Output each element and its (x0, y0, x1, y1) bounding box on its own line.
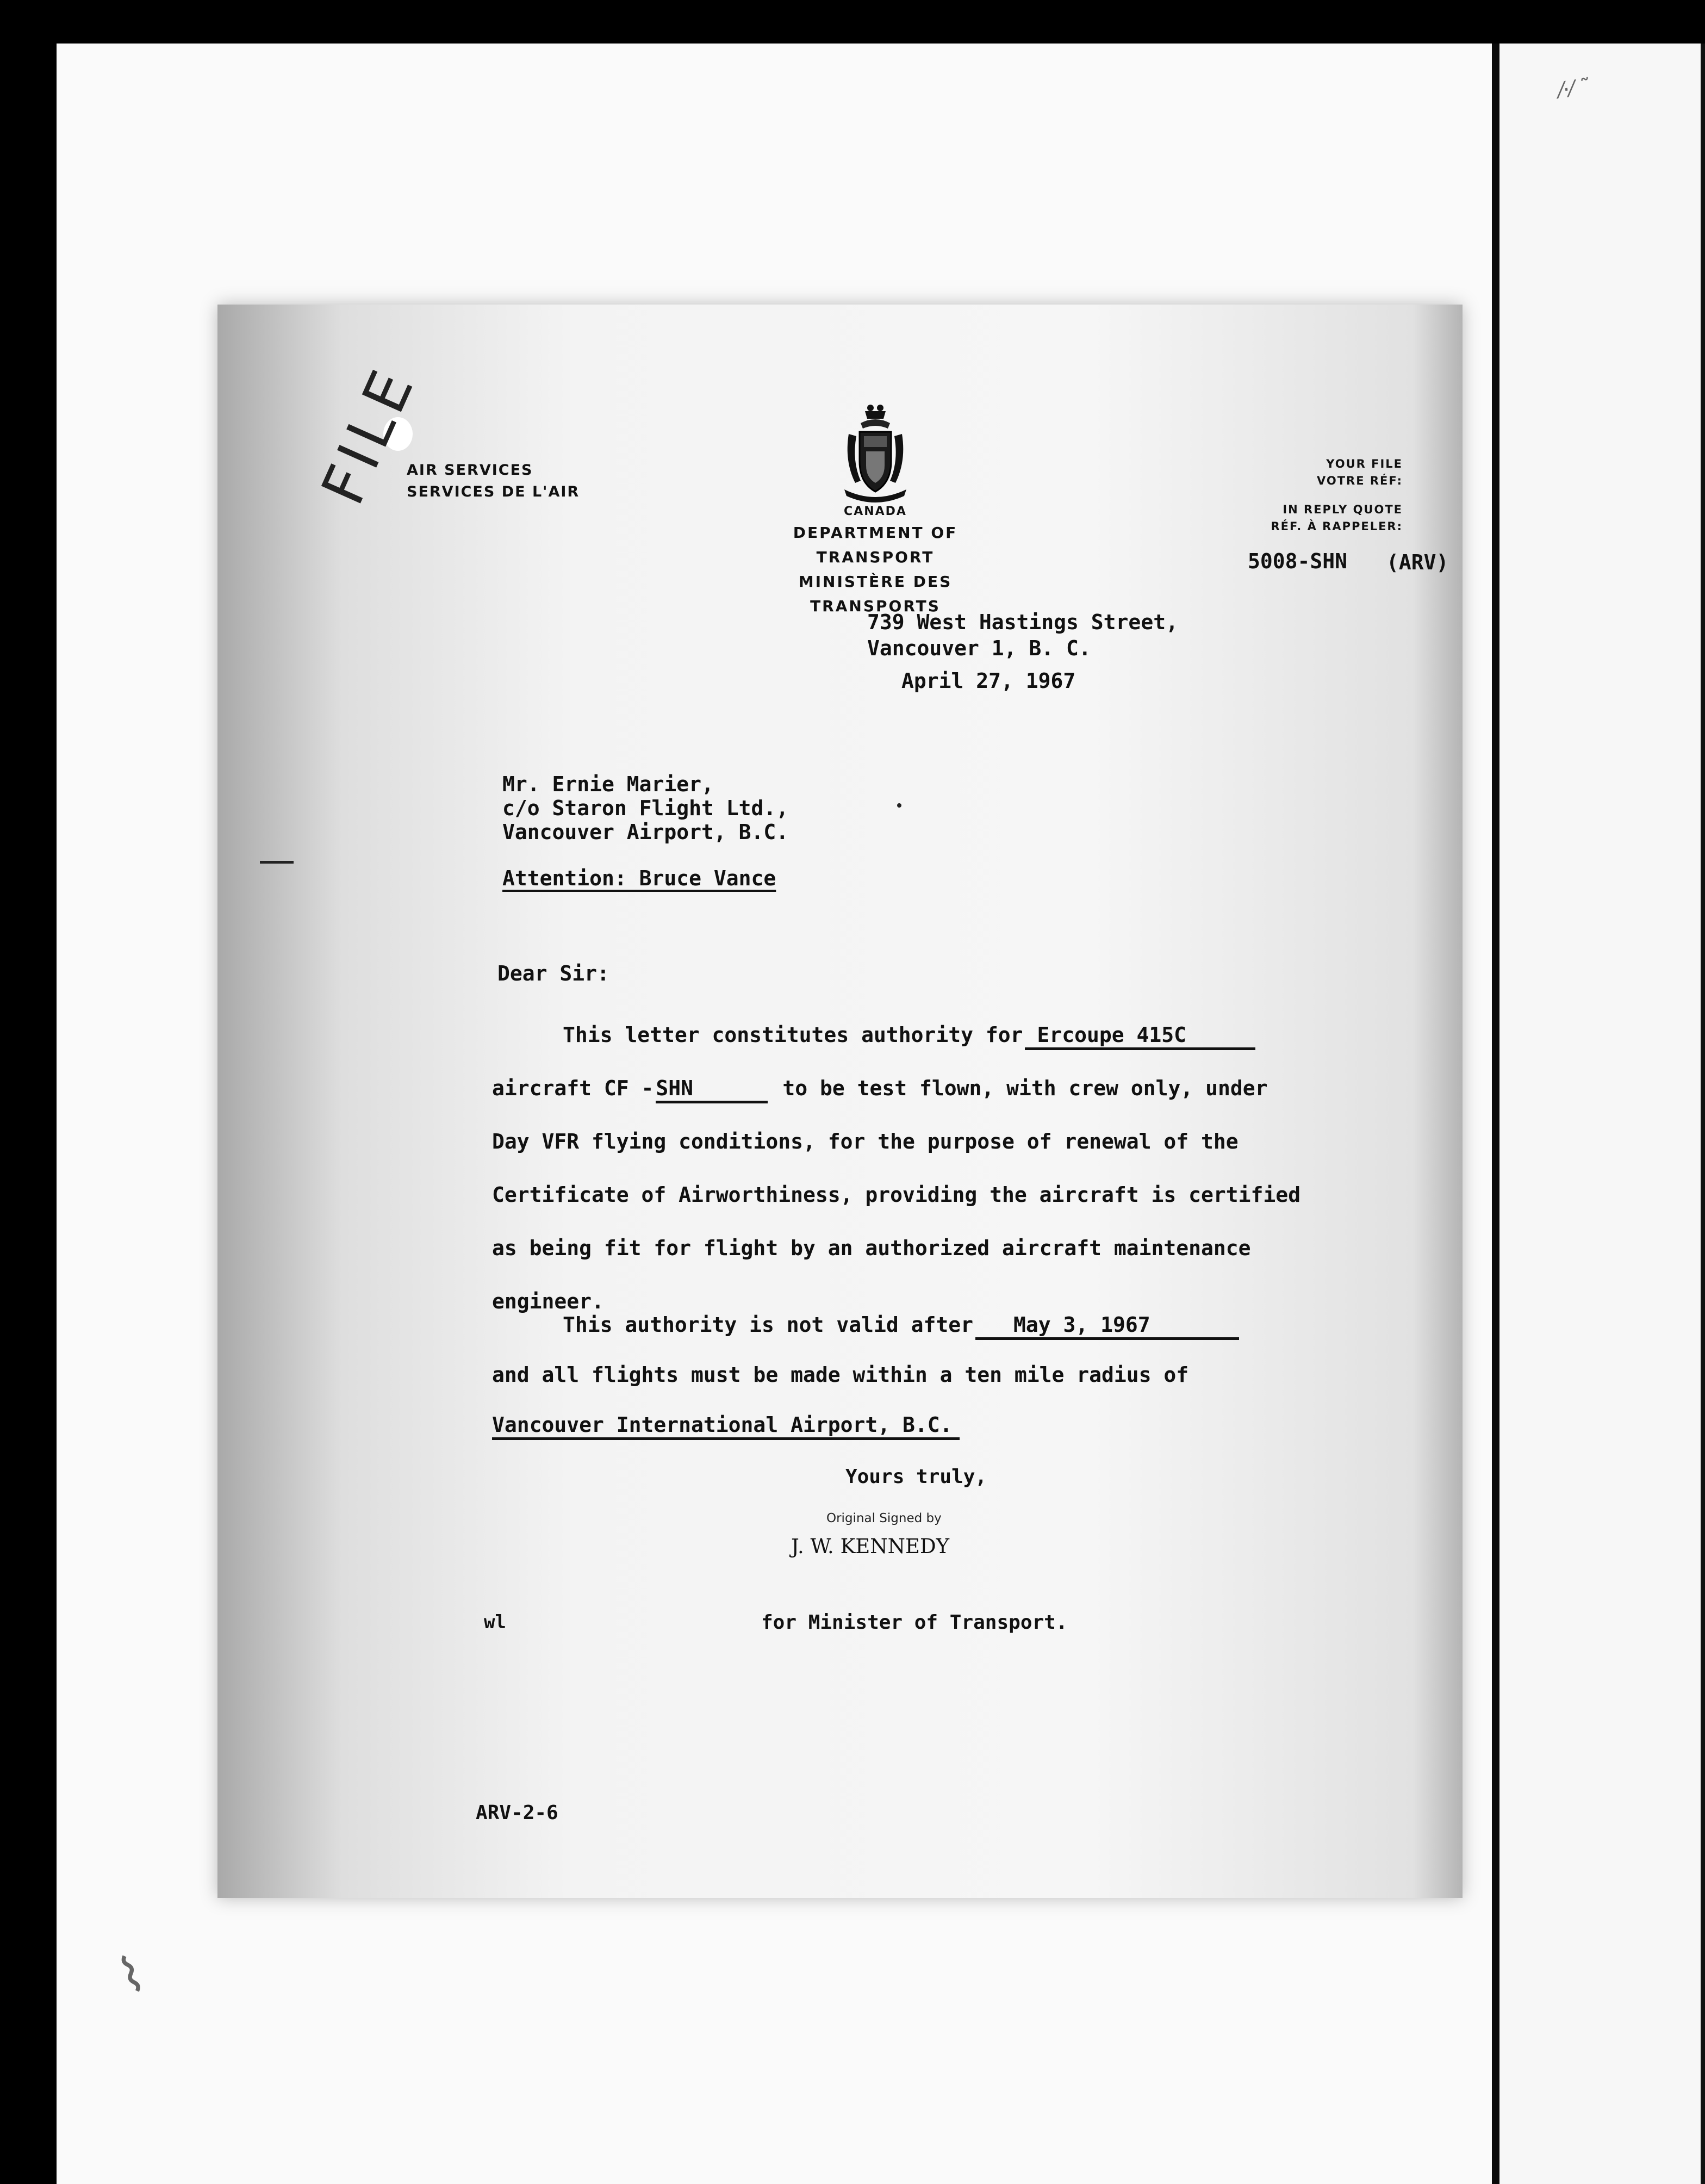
ink-dot (897, 803, 901, 808)
aircraft-type-field: Ercoupe 415C (1025, 1022, 1255, 1050)
address-city: Vancouver 1, B. C. (867, 636, 1091, 660)
signatory-capacity: for Minister of Transport. (761, 1611, 1068, 1634)
p2-intro: This authority is not valid after (563, 1313, 973, 1337)
adjacent-page-edge (1492, 44, 1705, 2184)
airport-field: Vancouver International Airport, B.C. (492, 1412, 960, 1440)
country-label: CANADA (844, 505, 907, 518)
file-suffix: (ARV) (1386, 550, 1449, 574)
attention-line: Attention: Bruce Vance (502, 866, 776, 890)
valid-until-field: May 3, 1967 (975, 1312, 1239, 1340)
sender-address (867, 609, 1178, 661)
p1-aircraft: aircraft CF - (492, 1076, 654, 1100)
paragraph-1 (492, 1008, 1300, 1328)
letter-date: April 27, 1967 (901, 669, 1076, 693)
form-number: ARV-2-6 (476, 1802, 558, 1824)
reply-quote-label-en: IN REPLY QUOTE (1283, 503, 1403, 516)
reference-block (1185, 456, 1403, 535)
scan-smudge: ⁄·⁄ ˜ (1558, 74, 1593, 103)
coat-of-arms-icon (839, 401, 912, 502)
p1-intro: This letter constitutes authority for (563, 1023, 1023, 1047)
letter-page (217, 305, 1463, 1898)
service-name-fr: SERVICES DE L'AIR (407, 483, 580, 500)
p1-line-5: as being fit for flight by an authorized aircraft maintenance (492, 1236, 1251, 1260)
file-number: 5008-SHN (1248, 549, 1348, 573)
address-street: 739 West Hastings Street, (867, 610, 1178, 634)
signatory-name: J. W. KENNEDY (791, 1535, 950, 1558)
margin-mark (260, 861, 294, 864)
department-name-fr: MINISTÈRE DES TRANSPORTS (798, 573, 953, 615)
scan-mark: ⌇ (110, 1944, 153, 2007)
recipient-name: Mr. Ernie Marier, (502, 772, 714, 796)
your-file-label-en: YOUR FILE (1326, 457, 1403, 470)
handwritten-file-note: FILE (309, 356, 429, 514)
registration-field: SHN (656, 1076, 768, 1103)
p1-line-2 (492, 1062, 1300, 1115)
recipient-location: Vancouver Airport, B.C. (502, 820, 789, 844)
p2-line-2: and all flights must be made within a ten mile radius of (492, 1363, 1189, 1387)
paragraph-2 (492, 1300, 1241, 1450)
p1-line-6: engineer. (492, 1289, 604, 1313)
p2-line-3 (492, 1400, 1241, 1450)
department-header (739, 401, 1011, 618)
your-file-label-fr: VOTRE RÉF: (1317, 474, 1403, 487)
original-signed-note: Original Signed by (826, 1511, 942, 1525)
p1-rest: to be test flown, with crew only, under (782, 1076, 1268, 1100)
recipient-company: c/o Staron Flight Ltd., (502, 796, 789, 820)
p2-line-1 (492, 1300, 1241, 1350)
department-name-en: DEPARTMENT OF TRANSPORT (793, 524, 958, 566)
closing: Yours truly, (845, 1466, 987, 1488)
p1-line-3: Day VFR flying conditions, for the purpose of renewal of the (492, 1130, 1239, 1153)
reply-quote-label-fr: RÉF. À RAPPELER: (1271, 520, 1403, 533)
p1-line-4: Certificate of Airworthiness, providing the aircraft is certified (492, 1183, 1301, 1207)
recipient-block (502, 772, 788, 844)
typist-initials: wl (484, 1611, 506, 1633)
page-edge-shadow (1701, 44, 1705, 2184)
service-header (407, 460, 580, 503)
p1-line-1 (492, 1008, 1300, 1062)
service-name-en: AIR SERVICES (407, 462, 533, 479)
salutation: Dear Sir: (497, 961, 609, 985)
